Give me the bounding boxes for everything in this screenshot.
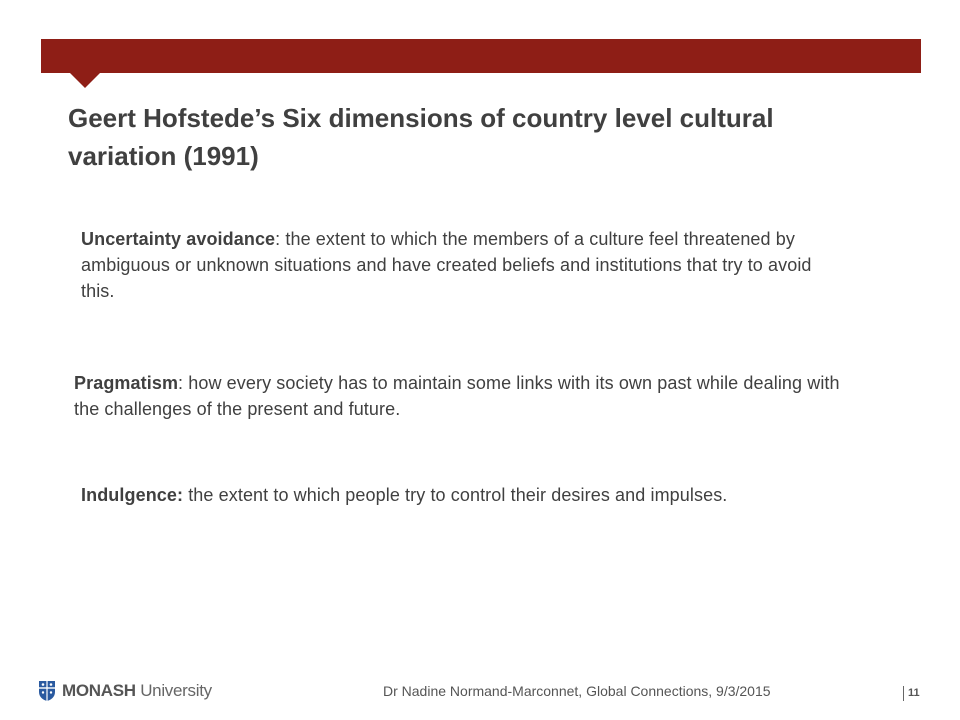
paragraph-uncertainty-avoidance <box>81 226 841 304</box>
header-accent-bar <box>41 39 921 73</box>
monash-logo <box>38 678 212 704</box>
term-pragmatism: Pragmatism <box>74 373 179 393</box>
definition-uncertainty-avoidance: : the extent to which the members of a culture feel threatened by ambiguous or unknown situations and have created beliefs and institutions that try to avoid this. <box>81 229 812 301</box>
page-number-divider <box>903 686 904 701</box>
page-number: 11 <box>908 687 920 699</box>
header-accent-notch <box>70 73 100 88</box>
footer-credit: Dr Nadine Normand-Marconnet, Global Connections, 9/3/2015 <box>383 683 771 699</box>
term-indulgence: Indulgence: <box>81 485 184 505</box>
definition-indulgence: the extent to which people try to control their desires and impulses. <box>183 485 728 505</box>
slide-title: Geert Hofstede’s Six dimensions of country level cultural variation (1991) <box>68 103 774 171</box>
term-uncertainty-avoidance: Uncertainty avoidance <box>81 229 276 249</box>
monash-wordmark <box>62 681 212 701</box>
paragraph-indulgence <box>81 482 841 508</box>
monash-crest-icon <box>38 680 56 702</box>
paragraph-pragmatism <box>74 370 854 422</box>
monash-wordmark-bold: MONASH <box>62 681 136 700</box>
monash-wordmark-light: University <box>135 681 212 700</box>
definition-pragmatism: : how every society has to maintain some links with its own past while dealing with the challenges of the present and future. <box>74 373 840 419</box>
